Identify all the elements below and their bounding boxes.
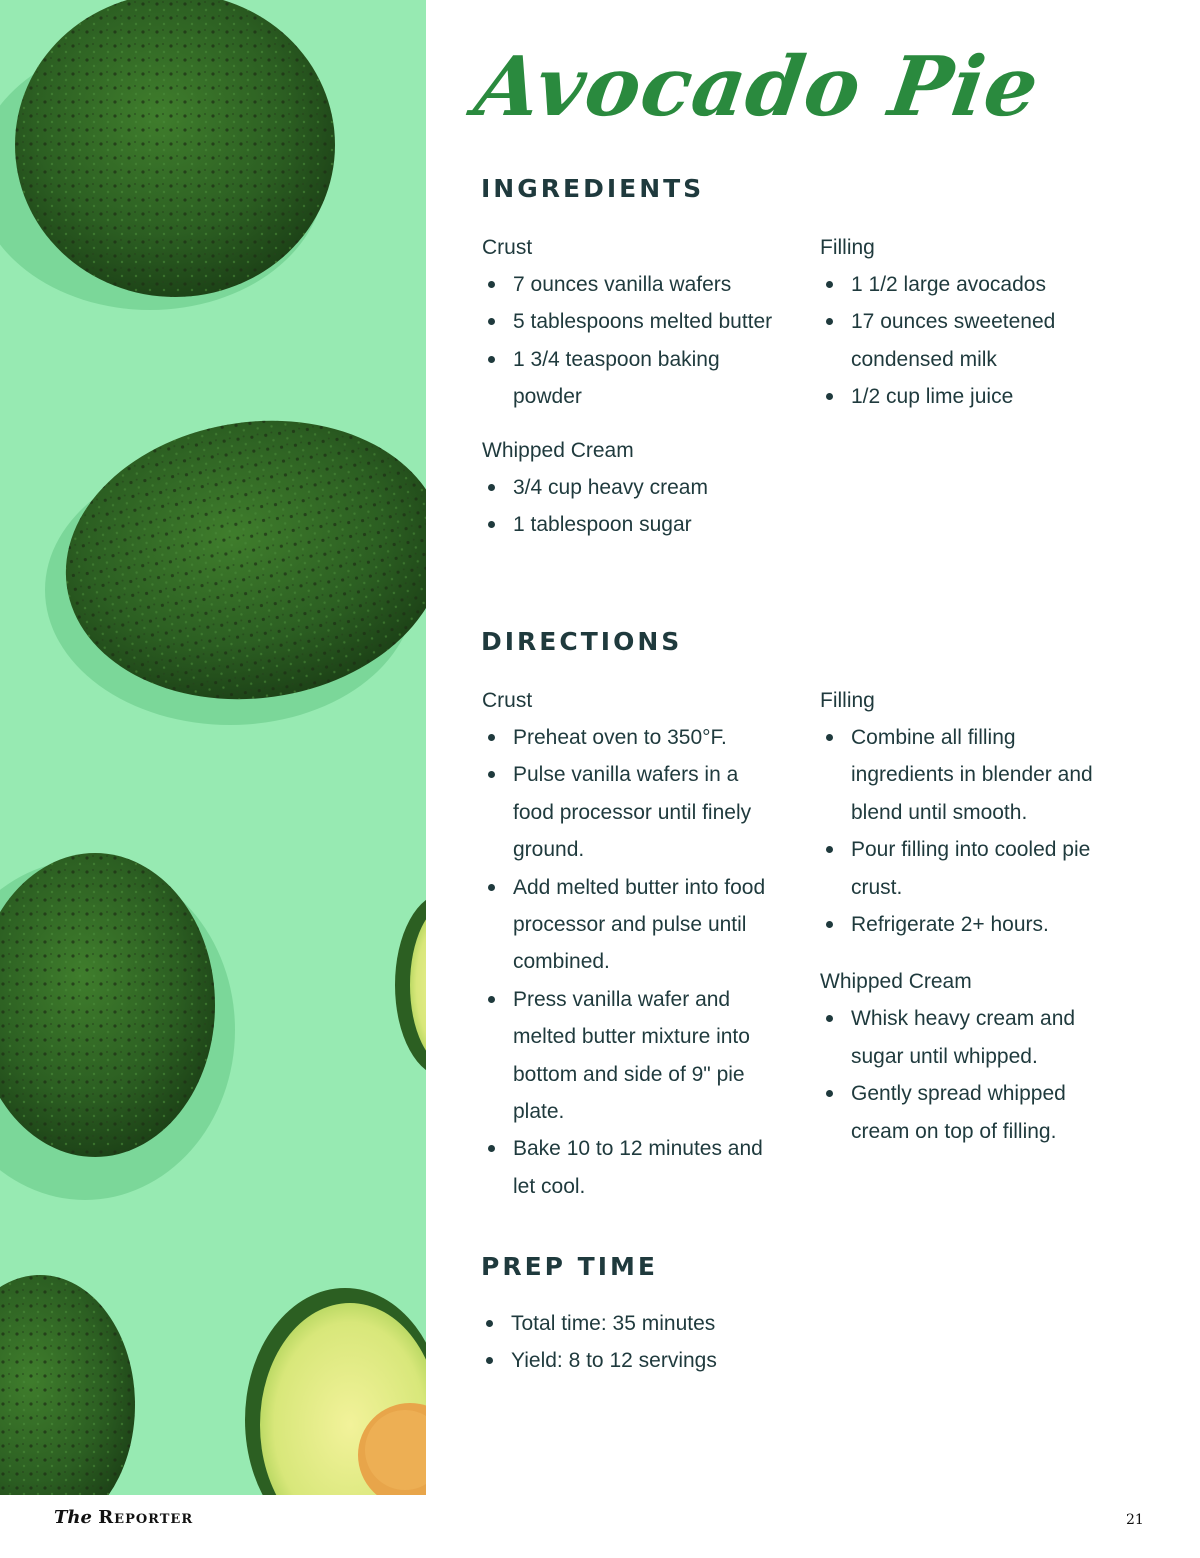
directions-right-column bbox=[820, 682, 1115, 1150]
list-item: 7 ounces vanilla wafers bbox=[482, 266, 782, 303]
prep-time-column bbox=[480, 1305, 880, 1380]
list-item: 1 tablespoon sugar bbox=[482, 506, 782, 543]
list-item: Preheat oven to 350°F. bbox=[482, 719, 772, 756]
brand-name: Reporter bbox=[98, 1507, 194, 1528]
list-item: 3/4 cup heavy cream bbox=[482, 469, 782, 506]
list-item: 1 1/2 large avocados bbox=[820, 266, 1120, 303]
list-item: Press vanilla wafer and melted butter mixture into bottom and side of 9" pie plate. bbox=[482, 981, 772, 1131]
avocado-illustration bbox=[0, 0, 426, 1495]
ingredients-left-column bbox=[482, 229, 782, 543]
directions-heading: DIRECTIONS bbox=[481, 627, 683, 656]
directions-crust-label: Crust bbox=[482, 689, 533, 712]
ingredients-right-column bbox=[820, 229, 1120, 416]
list-item: Whisk heavy cream and sugar until whipped. bbox=[820, 1000, 1115, 1075]
directions-left-column bbox=[482, 682, 772, 1205]
list-item: Pulse vanilla wafers in a food processor until finely ground. bbox=[482, 756, 772, 868]
list-item: Add melted butter into food processor and pulse until combined. bbox=[482, 869, 772, 981]
directions-filling-list bbox=[820, 719, 1115, 943]
ingredients-filling-list bbox=[820, 266, 1120, 416]
ingredients-crust-label: Crust bbox=[482, 236, 533, 259]
ingredients-filling-label: Filling bbox=[820, 236, 875, 259]
directions-crust-list bbox=[482, 719, 772, 1205]
ingredients-whipped-cream-label: Whipped Cream bbox=[482, 438, 634, 462]
recipe-title: Avocado Pie bbox=[469, 39, 1046, 135]
ingredients-heading: INGREDIENTS bbox=[481, 174, 705, 203]
prep-time-heading: PREP TIME bbox=[481, 1252, 658, 1281]
list-item: Combine all filling ingredients in blender and blend until smooth. bbox=[820, 719, 1115, 831]
ingredients-crust-list bbox=[482, 266, 782, 416]
prep-time-list bbox=[480, 1305, 880, 1380]
list-item: Gently spread whipped cream on top of filling. bbox=[820, 1075, 1115, 1150]
avocado-photo bbox=[0, 0, 426, 1495]
list-item: Refrigerate 2+ hours. bbox=[820, 906, 1115, 943]
list-item: 1 3/4 teaspoon baking powder bbox=[482, 341, 782, 416]
list-item: Bake 10 to 12 minutes and let cool. bbox=[482, 1130, 772, 1205]
directions-whipped-cream-list bbox=[820, 1000, 1115, 1150]
list-item: 5 tablespoons melted butter bbox=[482, 303, 782, 340]
ingredients-whipped-cream-list bbox=[482, 469, 782, 544]
brand-the: The bbox=[54, 1507, 92, 1528]
list-item: 1/2 cup lime juice bbox=[820, 378, 1120, 415]
directions-whipped-cream-label: Whipped Cream bbox=[820, 970, 972, 994]
directions-filling-label: Filling bbox=[820, 689, 875, 712]
footer-brand-logo bbox=[54, 1507, 193, 1528]
list-item: Yield: 8 to 12 servings bbox=[480, 1342, 880, 1379]
list-item: 17 ounces sweetened condensed milk bbox=[820, 303, 1120, 378]
page-number: 21 bbox=[1126, 1512, 1144, 1528]
list-item: Total time: 35 minutes bbox=[480, 1305, 880, 1342]
list-item: Pour filling into cooled pie crust. bbox=[820, 831, 1115, 906]
